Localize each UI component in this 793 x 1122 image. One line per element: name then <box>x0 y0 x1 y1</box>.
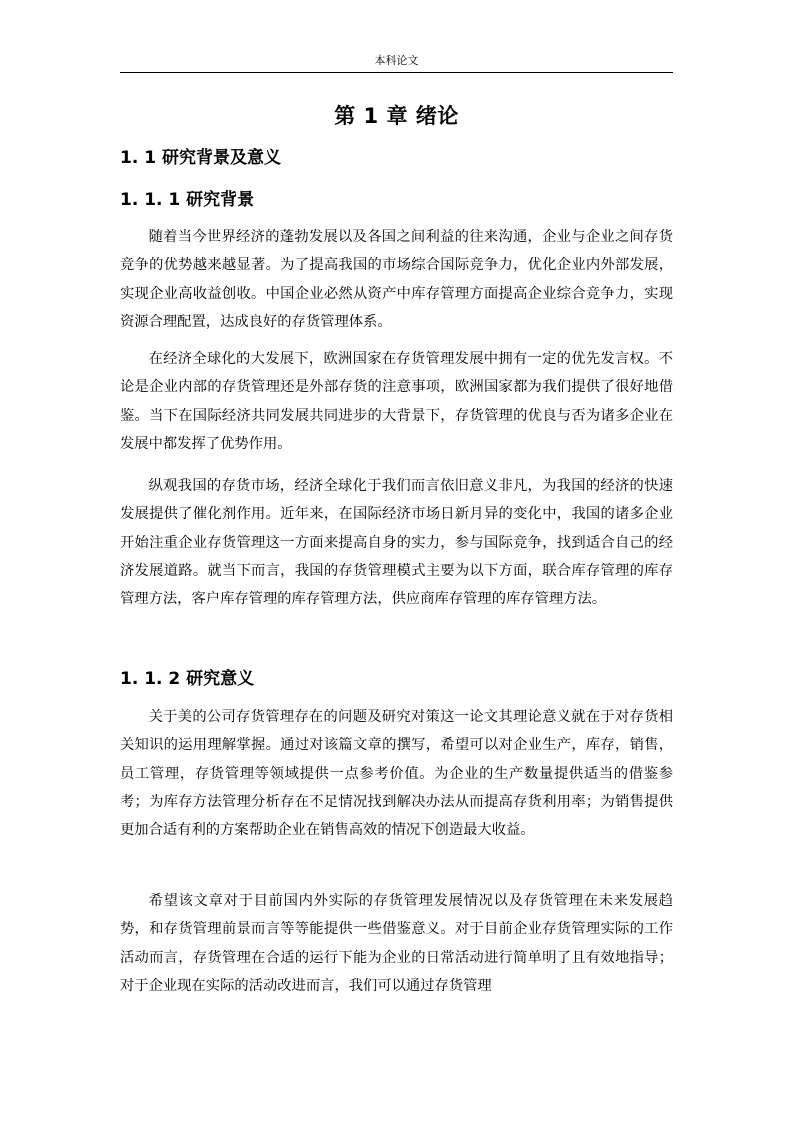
subsection-heading-1-1-2: 1. 1. 2 研究意义 <box>120 669 255 689</box>
paragraph-background-2: 在经济全球化的大发展下，欧洲国家在存货管理发展中拥有一定的优先发言权。不论是企业内部的存货管理还是外部存货的注意事项，欧洲国家都为我们提供了很好地借鉴。当下在国际经济共同发展共同进步的大背景下，存货管理的优良与否为诸多企业在发展中都发挥了优势作用。 <box>120 351 673 452</box>
chapter-title: 第 1 章 绪论 <box>334 104 459 128</box>
subsection-heading-1-1-1: 1. 1. 1 研究背景 <box>120 190 255 210</box>
paragraph-significance-1: 关于美的公司存货管理存在的问题及研究对策这一论文其理论意义就在于对存货相关知识的运用理解掌握。通过对该篇文章的撰写，希望可以对企业生产，库存，销售，员工管理，存货管理等领域提供一点参考价值。为企业的生产数量提供适当的借鉴参考；为库存方法管理分析存在不足情况找到解决办法从而提高存货利用率；为销售提供更加合适有利的方案帮助企业在销售高效的情况下创造最大收益。 <box>120 709 673 839</box>
running-header: 本科论文 <box>374 54 419 67</box>
paragraph-background-1: 随着当今世界经济的蓬勃发展以及各国之间利益的往来沟通，企业与企业之间存货竞争的优势越来越显著。为了提高我国的市场综合国际竞争力，优化企业内外部发展，实现企业高收益创收。中国企业必然从资产中库存管理方面提高企业综合竞争力，实现资源合理配置，达成良好的存货管理体系。 <box>120 229 673 330</box>
paragraph-significance-2: 希望该文章对于目前国内外实际的存货管理发展情况以及存货管理在未来发展趋势，和存货管理前景而言等等能提供一些借鉴意义。对于目前企业存货管理实际的工作活动而言，存货管理在合适的运行下能为企业的日常活动进行简单明了且有效地指导；对于企业现在实际的活动改进而言，我们可以通过存货管理 <box>120 893 673 994</box>
section-heading-1-1: 1. 1 研究背景及意义 <box>120 148 281 168</box>
header-rule <box>120 72 673 73</box>
paragraph-background-3: 纵观我国的存货市场，经济全球化于我们而言依旧意义非凡，为我国的经济的快速发展提供了催化剂作用。近年来，在国际经济市场日新月异的变化中，我国的诸多企业开始注重企业存货管理这一方面来提高自身的实力，参与国际竞争，找到适合自己的经济发展道路。就当下而言，我国的存货管理模式主要为以下方面，联合库存管理的库存管理方法，客户库存管理的库存管理方法，供应商库存管理的库存管理方法。 <box>120 478 673 608</box>
